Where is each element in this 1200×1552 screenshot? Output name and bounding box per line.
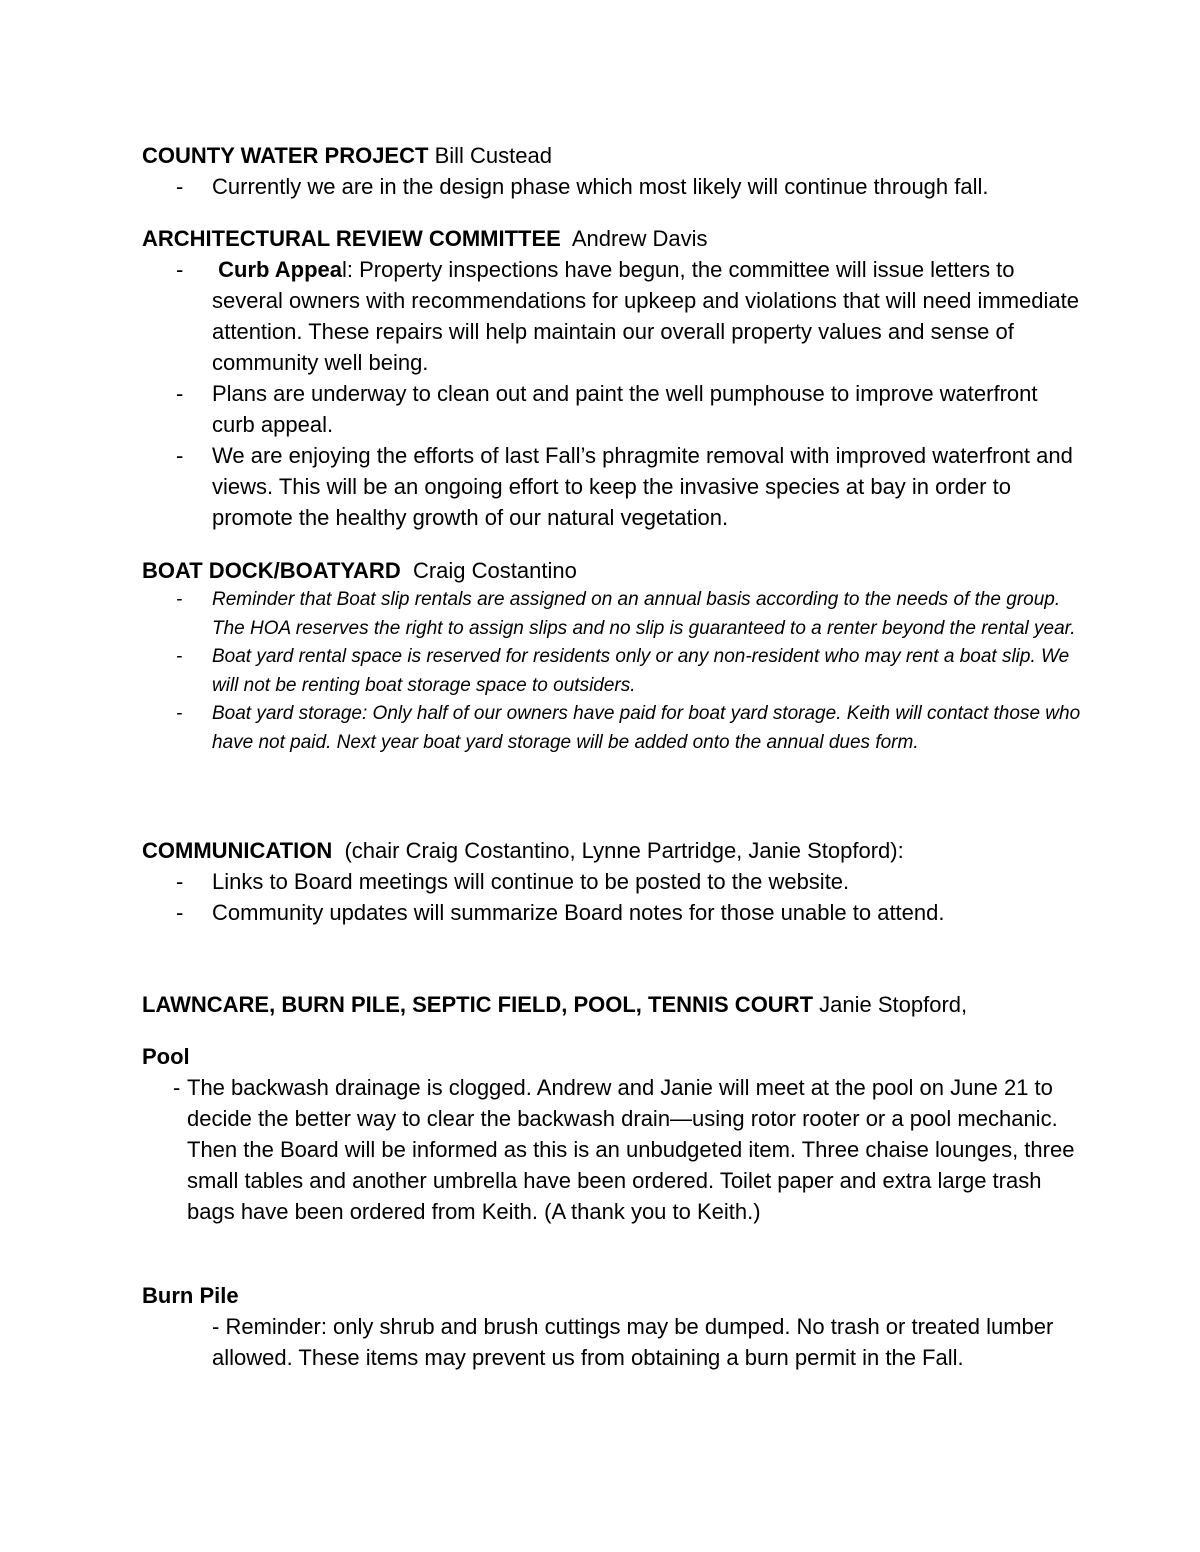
list-item xyxy=(142,254,1082,378)
list-item xyxy=(142,586,1082,643)
section-county-water-project xyxy=(142,140,1082,202)
section-person: Andrew Davis xyxy=(571,226,708,251)
section-heading xyxy=(142,140,1082,171)
list-item xyxy=(142,866,1082,897)
item-text: Community updates will summarize Board notes for those unable to attend. xyxy=(212,900,945,925)
bullet-dash: - xyxy=(176,646,183,667)
bullet-dash: - xyxy=(212,1314,220,1339)
section-heading xyxy=(142,989,1082,1020)
subsection-title: Pool xyxy=(142,1044,190,1069)
section-architectural-review xyxy=(142,223,1082,533)
bullet-dash: - xyxy=(173,1075,181,1100)
list-item xyxy=(142,171,1082,202)
bullet-dash: - xyxy=(176,900,184,925)
section-communication xyxy=(142,835,1082,928)
item-text: Reminder that Boat slip rentals are assigned on an annual basis according to the needs of the group. The HOA reserves the right to assign slips and no slip is guaranteed to a renter beyond the rental year. xyxy=(212,589,1076,639)
section-person: Bill Custead xyxy=(434,143,552,168)
section-burn-pile xyxy=(142,1280,1082,1373)
section-pool xyxy=(142,1041,1082,1227)
section-person: (chair Craig Costantino, Lynne Partridge, Janie Stopford): xyxy=(344,838,904,863)
section-title: COMMUNICATION xyxy=(142,838,333,863)
list-item xyxy=(142,897,1082,928)
section-person: Janie Stopford, xyxy=(819,992,968,1017)
bullet-dash: - xyxy=(176,257,184,282)
section-person: Craig Costantino xyxy=(412,558,577,583)
section-title: COUNTY WATER PROJECT xyxy=(142,143,429,168)
list-item xyxy=(142,643,1082,700)
burn-paragraph xyxy=(142,1311,1082,1373)
item-text: We are enjoying the efforts of last Fall’s phragmite removal with improved waterfront and views. This will be an ongoing effort to keep the invasive species at bay in order to promote the healthy growth of our natural vegetation. xyxy=(212,443,1073,530)
section-title: ARCHITECTURAL REVIEW COMMITTEE xyxy=(142,226,561,251)
subsection-heading xyxy=(142,1280,1082,1311)
section-boat-dock xyxy=(142,555,1082,757)
pool-paragraph xyxy=(142,1072,1082,1227)
bullet-dash: - xyxy=(176,443,184,468)
bullet-dash: - xyxy=(176,174,184,199)
section-title: BOAT DOCK/BOATYARD xyxy=(142,558,401,583)
item-text: Currently we are in the design phase which most likely will continue through fall. xyxy=(212,174,989,199)
item-lead: Curb Appea xyxy=(218,257,342,282)
section-title: LAWNCARE, BURN PILE, SEPTIC FIELD, POOL, TENNIS COURT xyxy=(142,992,814,1017)
bullet-dash: - xyxy=(176,869,184,894)
list-item xyxy=(142,378,1082,440)
list-item xyxy=(142,700,1082,757)
item-text: Boat yard storage: Only half of our owners have paid for boat yard storage. Keith will contact those who have not paid. Next year boat yard storage will be added onto the annual dues form. xyxy=(212,703,1081,753)
paragraph-text: The backwash drainage is clogged. Andrew and Janie will meet at the pool on June 21 to decide the better way to clear the backwash drain—using rotor rooter or a pool mechanic. Then the Board will be informed as this is an unbudgeted item. Three chaise lounges, three small tables and another umbrella have been ordered. Toilet paper and extra large trash bags have been ordered from Keith. (A thank you to Keith.) xyxy=(187,1075,1075,1224)
section-lawncare xyxy=(142,989,1082,1020)
section-heading xyxy=(142,223,1082,254)
subsection-title: Burn Pile xyxy=(142,1283,239,1308)
section-heading xyxy=(142,555,1082,586)
item-text: Boat yard rental space is reserved for residents only or any non-resident who may rent a boat slip. We will not be renting boat storage space to outsiders. xyxy=(212,646,1070,696)
list-item xyxy=(142,440,1082,533)
item-text: l: Property inspections have begun, the committee will issue letters to several owners with recommendations for upkeep and violations that will need immediate attention. These repairs will help maintain our overall property values and sense of community well being. xyxy=(212,257,1080,375)
bullet-dash: - xyxy=(176,703,183,724)
paragraph-text: Reminder: only shrub and brush cuttings may be dumped. No trash or treated lumber allowed. These items may prevent us from obtaining a burn permit in the Fall. xyxy=(212,1314,1054,1370)
bullet-dash: - xyxy=(176,381,184,406)
item-text: Links to Board meetings will continue to be posted to the website. xyxy=(212,869,850,894)
bullet-dash: - xyxy=(176,589,183,610)
subsection-heading xyxy=(142,1041,1082,1072)
item-text: Plans are underway to clean out and paint the well pumphouse to improve waterfront curb appeal. xyxy=(212,381,1038,437)
section-heading xyxy=(142,835,1082,866)
